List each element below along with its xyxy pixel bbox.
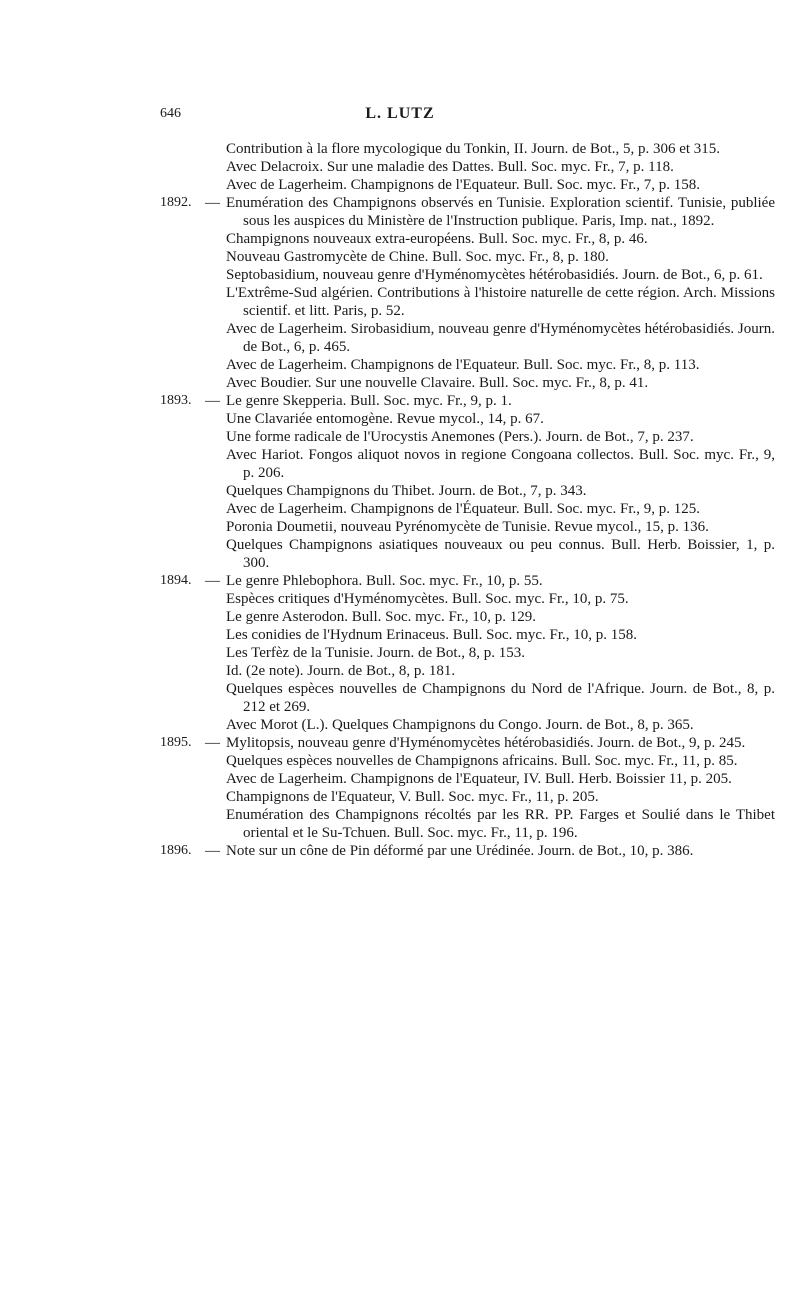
entry-text: Note sur un cône de Pin déformé par une Urédinée. Journ. de Bot., 10, p. 386. xyxy=(226,843,694,859)
entry-year: 1892. xyxy=(160,195,192,210)
entry-text: Avec de Lagerheim. Champignons de l'Équateur. Bull. Soc. myc. Fr., 9, p. 125. xyxy=(226,501,701,517)
bibliography-entry xyxy=(0,752,800,770)
bibliography-entry xyxy=(0,590,800,608)
bibliography-entry xyxy=(0,626,800,644)
entry-text: Enumération des Champignons récoltés par les RR. PP. Farges et Soulié dans le Thibet oriental et le Su-Tchuen. Bull. Soc. myc. Fr., 11, p. 196. xyxy=(226,807,775,841)
bibliography-list xyxy=(0,140,800,860)
bibliography-entry xyxy=(0,716,800,734)
entry-text: Quelques Champignons du Thibet. Journ. de Bot., 7, p. 343. xyxy=(226,483,587,499)
entry-year: 1893. xyxy=(160,393,192,408)
bibliography-entry xyxy=(0,248,800,266)
bibliography-entry xyxy=(0,140,800,158)
bibliography-entry xyxy=(0,806,800,842)
entry-text: Espèces critiques d'Hyménomycètes. Bull. Soc. myc. Fr., 10, p. 75. xyxy=(226,591,629,607)
bibliography-entry xyxy=(0,572,800,590)
entry-text: Le genre Phlebophora. Bull. Soc. myc. Fr., 10, p. 55. xyxy=(226,573,543,589)
bibliography-entry xyxy=(0,518,800,536)
entry-text: Contribution à la flore mycologique du Tonkin, II. Journ. de Bot., 5, p. 306 et 315. xyxy=(226,141,721,157)
entry-text: Enumération des Champignons observés en Tunisie. Exploration scientif. Tunisie, publiée sous les auspices du Ministère de l'Instruction publique. Paris, Imp. nat., 1892. xyxy=(226,195,775,229)
entry-text: Avec de Lagerheim. Champignons de l'Equateur, IV. Bull. Herb. Boissier 11, p. 205. xyxy=(226,771,732,787)
entry-text: Avec Hariot. Fongos aliquot novos in regione Congoana collectos. Bull. Soc. myc. Fr., 9, p. 206. xyxy=(226,447,775,481)
bibliography-entry xyxy=(0,734,800,752)
entry-text: Le genre Skepperia. Bull. Soc. myc. Fr., 9, p. 1. xyxy=(226,393,512,409)
bibliography-entry xyxy=(0,500,800,518)
entry-dash: — xyxy=(205,195,220,211)
entry-text: Avec de Lagerheim. Champignons de l'Equateur. Bull. Soc. myc. Fr., 7, p. 158. xyxy=(226,177,701,193)
bibliography-entry xyxy=(0,428,800,446)
bibliography-entry xyxy=(0,644,800,662)
entry-text: Avec de Lagerheim. Sirobasidium, nouveau genre d'Hyménomycètes hétérobasidiés. Journ. de Bot., 6, p. 465. xyxy=(226,321,775,355)
entry-text: Nouveau Gastromycète de Chine. Bull. Soc. myc. Fr., 8, p. 180. xyxy=(226,249,609,265)
entry-text: Id. (2e note). Journ. de Bot., 8, p. 181. xyxy=(226,663,456,679)
bibliography-entry xyxy=(0,680,800,716)
entry-text: L'Extrême-Sud algérien. Contributions à l'histoire naturelle de cette région. Arch. Missions scientif. et litt. Paris, p. 52. xyxy=(226,285,775,319)
entry-text: Une forme radicale de l'Urocystis Anemones (Pers.). Journ. de Bot., 7, p. 237. xyxy=(226,429,694,445)
bibliography-entry xyxy=(0,446,800,482)
bibliography-entry xyxy=(0,374,800,392)
entry-text: Mylitopsis, nouveau genre d'Hyménomycètes hétérobasidiés. Journ. de Bot., 9, p. 245. xyxy=(226,735,746,751)
bibliography-entry xyxy=(0,410,800,428)
entry-text: Champignons de l'Equateur, V. Bull. Soc. myc. Fr., 11, p. 205. xyxy=(226,789,599,805)
bibliography-entry xyxy=(0,194,800,230)
entry-text: Quelques espèces nouvelles de Champignons africains. Bull. Soc. myc. Fr., 11, p. 85. xyxy=(226,753,738,769)
bibliography-entry xyxy=(0,842,800,860)
entry-year: 1894. xyxy=(160,573,192,588)
entry-text: Les conidies de l'Hydnum Erinaceus. Bull. Soc. myc. Fr., 10, p. 158. xyxy=(226,627,637,643)
entry-text: Une Clavariée entomogène. Revue mycol., 14, p. 67. xyxy=(226,411,544,427)
entry-dash: — xyxy=(205,735,220,751)
entry-dash: — xyxy=(205,393,220,409)
entry-text: Avec Boudier. Sur une nouvelle Clavaire. Bull. Soc. myc. Fr., 8, p. 41. xyxy=(226,375,649,391)
bibliography-entry xyxy=(0,662,800,680)
bibliography-entry xyxy=(0,770,800,788)
bibliography-entry xyxy=(0,788,800,806)
entry-year: 1895. xyxy=(160,735,192,750)
page-number: 646 xyxy=(160,106,181,121)
bibliography-entry xyxy=(0,176,800,194)
entry-dash: — xyxy=(205,843,220,859)
entry-year: 1896. xyxy=(160,843,192,858)
entry-text: Quelques Champignons asiatiques nouveaux ou peu connus. Bull. Herb. Boissier, 1, p. 300. xyxy=(226,537,775,571)
entry-text: Avec Morot (L.). Quelques Champignons du Congo. Journ. de Bot., 8, p. 365. xyxy=(226,717,694,733)
bibliography-entry xyxy=(0,392,800,410)
page-header xyxy=(0,106,800,130)
entry-text: Quelques espèces nouvelles de Champignons du Nord de l'Afrique. Journ. de Bot., 8, p. 212 et 269. xyxy=(226,681,775,715)
entry-text: Avec de Lagerheim. Champignons de l'Equateur. Bull. Soc. myc. Fr., 8, p. 113. xyxy=(226,357,700,373)
running-head: L. LUTZ xyxy=(365,105,435,122)
bibliography-entry xyxy=(0,356,800,374)
entry-text: Les Terfèz de la Tunisie. Journ. de Bot., 8, p. 153. xyxy=(226,645,526,661)
entry-text: Avec Delacroix. Sur une maladie des Dattes. Bull. Soc. myc. Fr., 7, p. 118. xyxy=(226,159,674,175)
bibliography-entry xyxy=(0,158,800,176)
bibliography-entry xyxy=(0,536,800,572)
entry-text: Le genre Asterodon. Bull. Soc. myc. Fr., 10, p. 129. xyxy=(226,609,536,625)
entry-text: Septobasidium, nouveau genre d'Hyménomycètes hétérobasidiés. Journ. de Bot., 6, p. 61. xyxy=(226,267,763,283)
bibliography-entry xyxy=(0,320,800,356)
entry-text: Champignons nouveaux extra-européens. Bull. Soc. myc. Fr., 8, p. 46. xyxy=(226,231,648,247)
bibliography-entry xyxy=(0,608,800,626)
bibliography-entry xyxy=(0,266,800,284)
bibliography-entry xyxy=(0,482,800,500)
bibliography-entry xyxy=(0,230,800,248)
bibliography-entry xyxy=(0,284,800,320)
entry-dash: — xyxy=(205,573,220,589)
entry-text: Poronia Doumetii, nouveau Pyrénomycète de Tunisie. Revue mycol., 15, p. 136. xyxy=(226,519,709,535)
